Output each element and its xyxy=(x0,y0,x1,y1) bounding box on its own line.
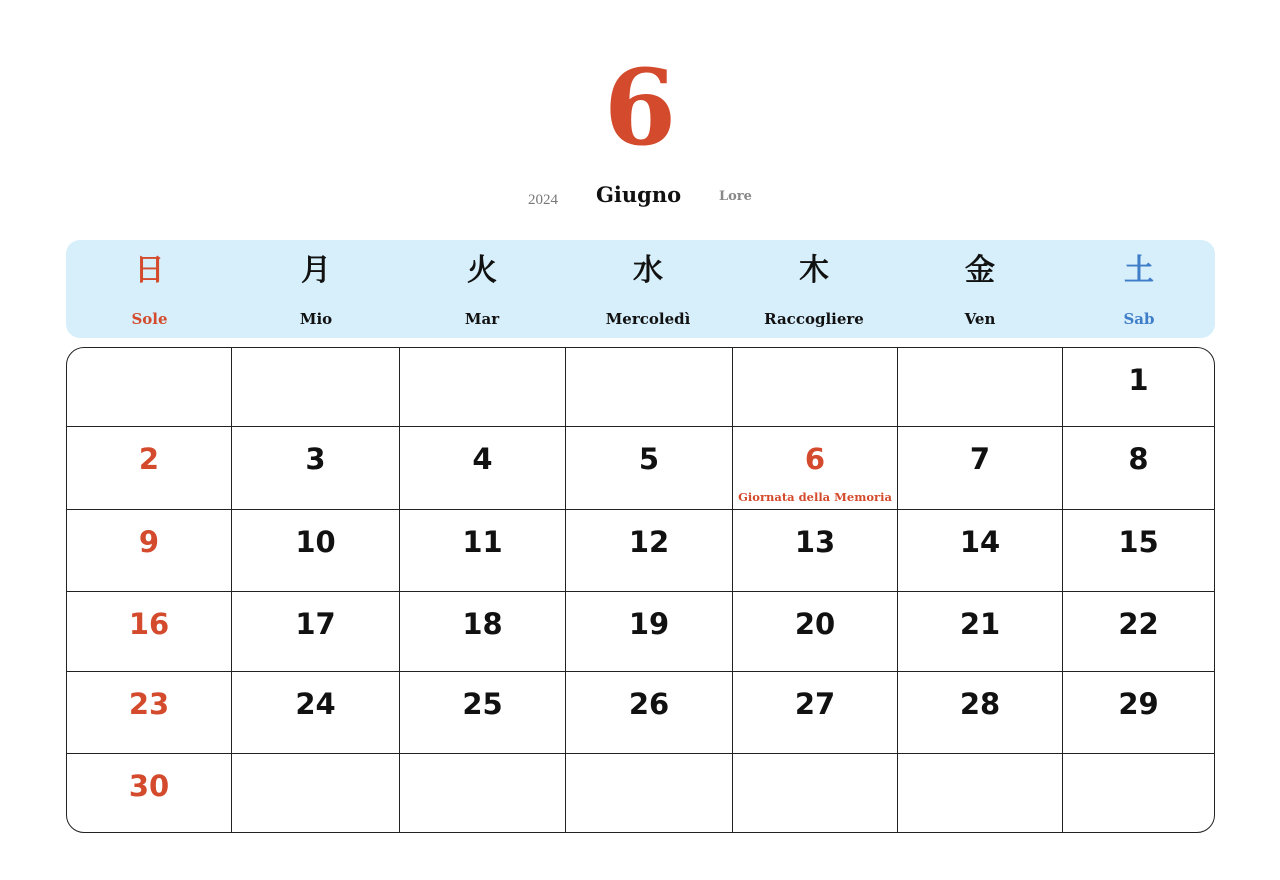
weekday-kanji: 金 xyxy=(965,253,995,288)
day-number: 21 xyxy=(959,607,1001,641)
day-cell[interactable] xyxy=(566,510,733,592)
weekday-column-header xyxy=(565,240,731,338)
day-number: 13 xyxy=(794,525,836,559)
weekday-column-header xyxy=(731,240,897,338)
day-cell[interactable] xyxy=(232,592,400,672)
day-cell[interactable] xyxy=(1063,592,1214,672)
day-cell[interactable] xyxy=(400,427,566,510)
day-number: 29 xyxy=(1118,687,1159,721)
day-number: 3 xyxy=(305,442,326,476)
holiday-note: Giornata della Memoria xyxy=(738,490,892,504)
day-cell[interactable] xyxy=(566,427,733,510)
day-cell[interactable] xyxy=(1063,348,1214,427)
day-number: 17 xyxy=(295,607,336,641)
day-number: 2 xyxy=(138,442,160,476)
day-cell[interactable] xyxy=(232,672,400,754)
day-cell[interactable] xyxy=(898,592,1063,672)
empty-day-cell xyxy=(566,348,733,427)
weekday-kanji: 火 xyxy=(467,253,497,288)
day-number: 12 xyxy=(628,525,670,559)
day-number: 22 xyxy=(1118,607,1159,641)
day-number: 15 xyxy=(1118,525,1159,559)
empty-day-cell xyxy=(1063,754,1214,832)
empty-day-cell xyxy=(898,754,1063,832)
day-cell[interactable] xyxy=(898,510,1063,592)
weekday-kanji: 木 xyxy=(799,253,829,288)
day-cell[interactable] xyxy=(566,672,733,754)
weekday-column-header xyxy=(1063,240,1215,338)
weekday-column-header xyxy=(897,240,1063,338)
weekday-column-header xyxy=(233,240,399,338)
day-cell[interactable] xyxy=(67,592,232,672)
empty-day-cell xyxy=(898,348,1063,427)
weekday-kanji: 水 xyxy=(633,253,663,288)
weekday-column-header xyxy=(66,240,233,338)
weekday-kanji: 月 xyxy=(301,253,331,288)
weekday-label: Ven xyxy=(964,310,996,328)
day-number: 27 xyxy=(794,687,836,721)
day-number: 30 xyxy=(128,769,170,803)
empty-day-cell xyxy=(400,754,566,832)
empty-day-cell xyxy=(733,348,898,427)
day-number: 16 xyxy=(128,607,170,641)
day-cell[interactable] xyxy=(1063,510,1214,592)
day-cell[interactable] xyxy=(566,592,733,672)
day-number: 8 xyxy=(1128,442,1149,476)
day-cell[interactable] xyxy=(733,592,898,672)
calendar-grid xyxy=(66,347,1215,833)
weekday-kanji: 日 xyxy=(134,253,165,288)
day-cell[interactable] xyxy=(733,510,898,592)
year-label: 2024 xyxy=(528,192,558,208)
subtitle-suffix: Lore xyxy=(719,189,752,204)
day-cell[interactable] xyxy=(898,672,1063,754)
empty-day-cell xyxy=(733,754,898,832)
month-number: 6 xyxy=(603,46,677,169)
day-cell[interactable] xyxy=(400,592,566,672)
weekday-kanji: 土 xyxy=(1124,253,1154,288)
day-number: 1 xyxy=(1128,363,1149,397)
day-number: 14 xyxy=(959,525,1001,559)
month-name: Giugno xyxy=(596,182,682,207)
day-number: 20 xyxy=(794,607,836,641)
weekday-label: Mio xyxy=(299,310,333,328)
weekday-label: Sab xyxy=(1123,310,1155,328)
day-number: 24 xyxy=(295,687,336,721)
day-cell[interactable] xyxy=(232,510,400,592)
weekday-column-header xyxy=(399,240,565,338)
empty-day-cell xyxy=(400,348,566,427)
day-cell[interactable] xyxy=(733,672,898,754)
day-cell[interactable] xyxy=(400,510,566,592)
day-number: 25 xyxy=(462,687,503,721)
month-subtitle xyxy=(0,178,1280,218)
empty-day-cell xyxy=(232,754,400,832)
empty-day-cell xyxy=(232,348,400,427)
day-cell[interactable] xyxy=(1063,427,1214,510)
day-number: 28 xyxy=(959,687,1001,721)
day-cell[interactable] xyxy=(1063,672,1214,754)
day-cell[interactable] xyxy=(400,672,566,754)
calendar-grid-cells xyxy=(67,348,1214,832)
weekday-label: Mar xyxy=(464,310,500,328)
day-number: 5 xyxy=(638,442,660,476)
weekday-header xyxy=(66,240,1215,338)
weekday-label: Sole xyxy=(131,310,168,328)
empty-day-cell xyxy=(67,348,232,427)
day-number: 6 xyxy=(804,442,826,476)
day-number: 7 xyxy=(969,442,991,476)
day-cell[interactable] xyxy=(67,672,232,754)
day-cell[interactable] xyxy=(67,510,232,592)
empty-day-cell xyxy=(566,754,733,832)
day-number: 18 xyxy=(462,607,503,641)
day-cell[interactable] xyxy=(733,427,898,510)
day-number: 26 xyxy=(628,687,670,721)
day-number: 10 xyxy=(295,525,336,559)
weekday-label: Raccogliere xyxy=(764,310,864,328)
day-number: 23 xyxy=(128,687,170,721)
day-number: 4 xyxy=(472,442,493,476)
day-number: 11 xyxy=(462,525,503,559)
day-cell[interactable] xyxy=(67,754,232,832)
day-cell[interactable] xyxy=(67,427,232,510)
weekday-label: Mercoledì xyxy=(605,310,691,328)
day-cell[interactable] xyxy=(232,427,400,510)
day-number: 19 xyxy=(628,607,670,641)
day-number: 9 xyxy=(138,525,160,559)
day-cell[interactable] xyxy=(898,427,1063,510)
